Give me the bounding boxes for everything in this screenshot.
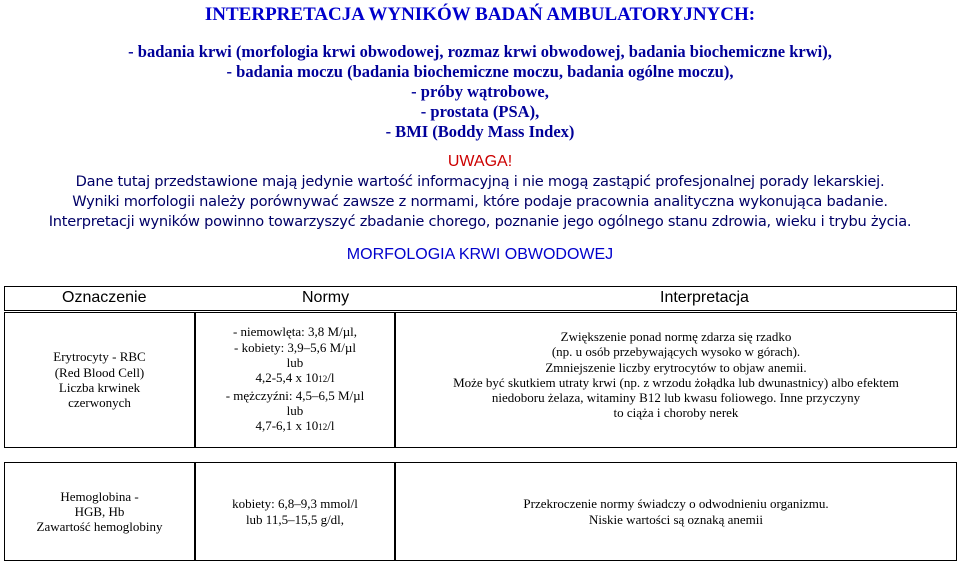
interpretation-line: to ciąża i choroby nerek (613, 405, 739, 421)
table-row-name (4, 462, 195, 561)
norm-text: 4,2-5,4 x 10 (255, 370, 319, 386)
norm-line: lub (286, 355, 304, 371)
row-name-line: Hemoglobina - (60, 488, 139, 504)
table-row-norms (195, 462, 395, 561)
interpretation-line: (np. u osób przebywających wysoko w górach). (551, 344, 801, 360)
norm-line: - niemowlęta: 3,8 M/µl, (232, 324, 358, 340)
table-row-interpretation (395, 312, 957, 448)
header-interpretacja: Interpretacja (660, 289, 749, 306)
header-normy: Normy (302, 289, 350, 306)
warning-label: UWAGA! (447, 153, 513, 170)
norm-line (226, 418, 365, 435)
topics-list (0, 42, 960, 142)
topic-item: - BMI (Boddy Mass Index) (385, 122, 575, 141)
norm-line: lub 11,5–15,5 g/dl, (245, 511, 345, 527)
row-name-line: Zawartość hemoglobiny (36, 519, 163, 535)
norm-line (226, 370, 365, 387)
norm-unit: /l (327, 370, 335, 386)
interpretation-line: Zwiększenie ponad normę zdarza się rzadko (560, 329, 792, 344)
interpretation-line: Przekroczenie normy świadczy o odwodnieniu organizmu. (523, 496, 829, 512)
norm-line: kobiety: 6,8–9,3 mmol/l (232, 496, 358, 512)
disclaimer-line: Interpretacji wyników powinno towarzyszyć zbadanie chorego, poznanie jego ogólnego stanu zdrowia, wieku i trybu życia. (48, 213, 912, 230)
topic-item: - próby wątrobowe, (411, 82, 549, 101)
table-header (4, 286, 957, 311)
row-name-line: HGB, Hb (74, 503, 125, 519)
disclaimer-line: Dane tutaj przedstawione mają jedynie wartość informacyjną i nie mogą zastąpić profesjonalnej porady lekarskiej. (75, 173, 885, 190)
norm-line: - mężczyźni: 4,5–6,5 M/µl (225, 387, 365, 403)
row-name-line: Erytrocyty - RBC (53, 349, 146, 365)
topic-item: - badania moczu (badania biochemiczne moczu, badania ogólne moczu), (226, 62, 734, 81)
norm-unit: /l (327, 418, 335, 434)
table-row-norms (195, 312, 395, 448)
norm-text: 4,7-6,1 x 10 (255, 418, 319, 434)
section-title: MORFOLOGIA KRWI OBWODOWEJ (346, 246, 614, 263)
table-row-name (4, 312, 195, 448)
row-name-line: Liczba krwinek (58, 380, 141, 395)
norm-exponent: 12 (318, 422, 328, 433)
row-name-line: (Red Blood Cell) (54, 364, 145, 380)
header-oznaczenie: Oznaczenie (62, 289, 147, 306)
interpretation-line: Niskie wartości są oznaką anemii (588, 511, 763, 527)
page-title: INTERPRETACJA WYNIKÓW BADAŃ AMBULATORYJNYCH: (204, 4, 756, 25)
norm-exponent: 12 (318, 374, 328, 385)
interpretation-line: Zmniejszenie liczby erytrocytów to objaw anemii. (545, 359, 807, 375)
norm-line: lub (286, 402, 304, 418)
topic-item: - prostata (PSA), (420, 102, 540, 121)
row-name-line: czerwonych (68, 395, 131, 411)
table-row-interpretation (395, 462, 957, 561)
disclaimer-notes (0, 172, 960, 232)
norm-line: - kobiety: 3,9–5,6 M/µl (234, 339, 356, 355)
interpretation-line: Może być skutkiem utraty krwi (np. z wrzodu żołądka lub dwunastnicy) albo efektem (453, 374, 899, 390)
interpretation-line: niedoboru żelaza, witaminy B12 lub kwasu foliowego. Inne przyczyny (491, 390, 861, 406)
disclaimer-line: Wyniki morfologii należy porównywać zawsze z normami, które podaje pracownia analityczna wykonująca badanie. (72, 193, 888, 210)
topic-item: - badania krwi (morfologia krwi obwodowej, rozmaz krwi obwodowej, badania biochemiczne krwi), (128, 42, 832, 61)
